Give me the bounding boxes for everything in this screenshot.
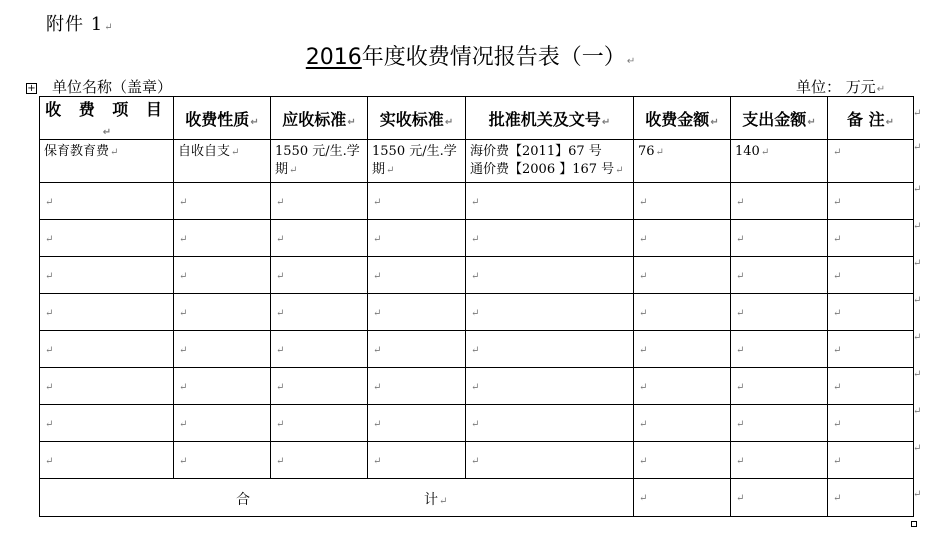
attachment-label: 附件 1↵ [46,14,114,35]
table-move-handle-icon[interactable]: + [27,83,36,94]
table-row [40,331,914,368]
empty-cell[interactable]: ↵ [466,220,634,257]
table-row [40,183,914,220]
row-end-mark: ↵ [913,332,922,343]
empty-cell[interactable]: ↵ [40,294,174,331]
table-header-row [40,97,914,140]
empty-cell[interactable]: ↵ [828,183,914,220]
approval-document-cell[interactable]: 海价费【2011】67 号 通价费【2006 】167 号↵ [466,140,634,183]
empty-cell[interactable]: ↵ [634,183,731,220]
total-remark-cell[interactable]: ↵ [828,479,914,517]
table-row [40,405,914,442]
title-year: 2016 [305,45,362,70]
empty-cell[interactable]: ↵ [174,183,271,220]
item-cell[interactable]: 保育教育费↵ [40,140,174,183]
empty-cell[interactable]: ↵ [828,331,914,368]
row-end-mark: ↵ [913,108,922,119]
table-row [40,368,914,405]
empty-cell[interactable]: ↵ [271,257,368,294]
table-row [40,294,914,331]
unit-name-label: 单位名称（盖章） [52,78,173,96]
nature-cell[interactable]: 自收自支↵ [174,140,271,183]
empty-cell[interactable]: ↵ [466,442,634,479]
empty-cell[interactable]: ↵ [828,442,914,479]
empty-cell[interactable]: ↵ [271,183,368,220]
empty-cell[interactable]: ↵ [731,368,828,405]
empty-cell[interactable]: ↵ [40,220,174,257]
empty-cell[interactable]: ↵ [271,405,368,442]
row-end-mark: ↵ [913,258,922,269]
empty-cell[interactable]: ↵ [731,405,828,442]
empty-cell[interactable]: ↵ [368,257,466,294]
empty-cell[interactable]: ↵ [828,220,914,257]
empty-cell[interactable]: ↵ [40,331,174,368]
empty-cell[interactable]: ↵ [174,442,271,479]
empty-cell[interactable]: ↵ [731,294,828,331]
table-row [40,140,914,183]
total-fee-cell[interactable]: ↵ [634,479,731,517]
empty-cell[interactable]: ↵ [368,442,466,479]
empty-cell[interactable]: ↵ [40,405,174,442]
empty-cell[interactable]: ↵ [634,368,731,405]
empty-cell[interactable]: ↵ [368,405,466,442]
header-cell: 收费性质↵ [174,97,271,140]
empty-cell[interactable]: ↵ [466,331,634,368]
empty-cell[interactable]: ↵ [174,257,271,294]
empty-cell[interactable]: ↵ [368,331,466,368]
empty-cell[interactable]: ↵ [828,368,914,405]
empty-cell[interactable]: ↵ [634,257,731,294]
row-end-mark: ↵ [913,221,922,232]
empty-cell[interactable]: ↵ [634,442,731,479]
header-cell: 支出金额↵ [731,97,828,140]
empty-cell[interactable]: ↵ [174,331,271,368]
empty-cell[interactable]: ↵ [368,183,466,220]
empty-cell[interactable]: ↵ [174,220,271,257]
empty-cell[interactable]: ↵ [466,257,634,294]
page-title: 2016年度收费情况报告表（一）↵ [305,45,636,70]
empty-cell[interactable]: ↵ [40,183,174,220]
empty-cell[interactable]: ↵ [634,405,731,442]
header-cell: 批准机关及文号↵ [466,97,634,140]
header-cell: 应收标准↵ [271,97,368,140]
empty-cell[interactable]: ↵ [634,294,731,331]
empty-cell[interactable]: ↵ [466,368,634,405]
expense-amount-cell[interactable]: 140↵ [731,140,828,183]
total-label-cell[interactable] [40,479,634,517]
actual-standard-cell[interactable]: 1550 元/生.学期↵ [368,140,466,183]
empty-cell[interactable]: ↵ [731,220,828,257]
header-cell: 备 注↵ [828,97,914,140]
empty-cell[interactable]: ↵ [828,405,914,442]
empty-cell[interactable]: ↵ [271,220,368,257]
empty-cell[interactable]: ↵ [466,405,634,442]
fee-amount-cell[interactable]: 76↵ [634,140,731,183]
empty-cell[interactable]: ↵ [40,442,174,479]
empty-cell[interactable]: ↵ [731,183,828,220]
table-resize-handle-icon[interactable] [911,521,917,527]
header-cell: 实收标准↵ [368,97,466,140]
total-expense-cell[interactable]: ↵ [731,479,828,517]
table-row [40,257,914,294]
title-text: 年度收费情况报告表（一） [361,45,626,70]
remark-cell[interactable]: ↵ [828,140,914,183]
empty-cell[interactable]: ↵ [731,442,828,479]
total-label-ji: 计↵ [424,492,448,508]
header-cell: 收 费 项 目↵ [40,97,174,140]
total-label-he: 合 [236,492,250,508]
empty-cell[interactable]: ↵ [466,294,634,331]
empty-cell[interactable]: ↵ [368,294,466,331]
empty-cell[interactable]: ↵ [174,294,271,331]
empty-cell[interactable]: ↵ [271,368,368,405]
empty-cell[interactable]: ↵ [271,442,368,479]
fee-report-table [39,96,914,517]
empty-cell[interactable]: ↵ [731,331,828,368]
header-cell: 收费金额↵ [634,97,731,140]
row-end-mark: ↵ [913,369,922,380]
currency-unit-label: 单位： 万元↵ [796,78,886,96]
table-row [40,220,914,257]
row-end-mark: ↵ [913,489,922,500]
empty-cell[interactable]: ↵ [40,368,174,405]
empty-cell[interactable]: ↵ [368,220,466,257]
row-end-mark: ↵ [913,184,922,195]
empty-cell[interactable]: ↵ [271,294,368,331]
table-row [40,442,914,479]
row-end-mark: ↵ [913,443,922,454]
empty-cell[interactable]: ↵ [174,368,271,405]
empty-cell[interactable]: ↵ [368,368,466,405]
total-row [40,479,914,517]
empty-cell[interactable]: ↵ [271,331,368,368]
empty-cell[interactable]: ↵ [828,257,914,294]
empty-cell[interactable]: ↵ [731,257,828,294]
empty-cell[interactable]: ↵ [466,183,634,220]
empty-cell[interactable]: ↵ [174,405,271,442]
receivable-standard-cell[interactable]: 1550 元/生.学期↵ [271,140,368,183]
empty-cell[interactable]: ↵ [634,331,731,368]
empty-cell[interactable]: ↵ [40,257,174,294]
empty-cell[interactable]: ↵ [828,294,914,331]
row-end-mark: ↵ [913,406,922,417]
row-end-mark: ↵ [913,142,922,153]
empty-cell[interactable]: ↵ [634,220,731,257]
row-end-mark: ↵ [913,295,922,306]
